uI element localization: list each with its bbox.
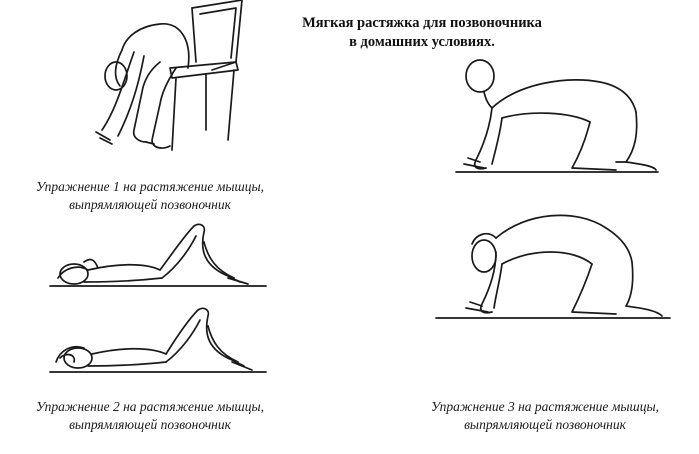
title-line-1: Мягкая растяжка для позвоночника — [302, 15, 542, 31]
exercise-3-illustration-b — [436, 208, 676, 328]
exercise-2-caption — [0, 398, 300, 434]
exercise-1-caption-line-1: Упражнение 1 на растяжение мышцы, — [35, 179, 265, 194]
page-title — [252, 14, 592, 52]
exercise-2-caption-line-2: выпрямляющей позвоночник — [69, 417, 231, 432]
exercise-3-caption-line-1: Упражнение 3 на растяжение мышцы, — [430, 399, 660, 414]
exercise-3-illustration-a — [440, 52, 670, 182]
exercise-2-illustration-b — [44, 300, 274, 380]
exercise-1-caption-line-2: выпрямляющей позвоночник — [69, 197, 231, 212]
title-line-2: в домашних условиях. — [349, 34, 495, 50]
exercise-3-caption — [400, 398, 690, 434]
exercise-2-caption-line-1: Упражнение 2 на растяжение мышцы, — [35, 399, 265, 414]
exercise-1-caption — [0, 178, 300, 214]
exercise-3-caption-line-2: выпрямляющей позвоночник — [464, 417, 626, 432]
exercise-2-illustration-a — [44, 218, 274, 298]
exercise-1-illustration — [60, 0, 260, 170]
